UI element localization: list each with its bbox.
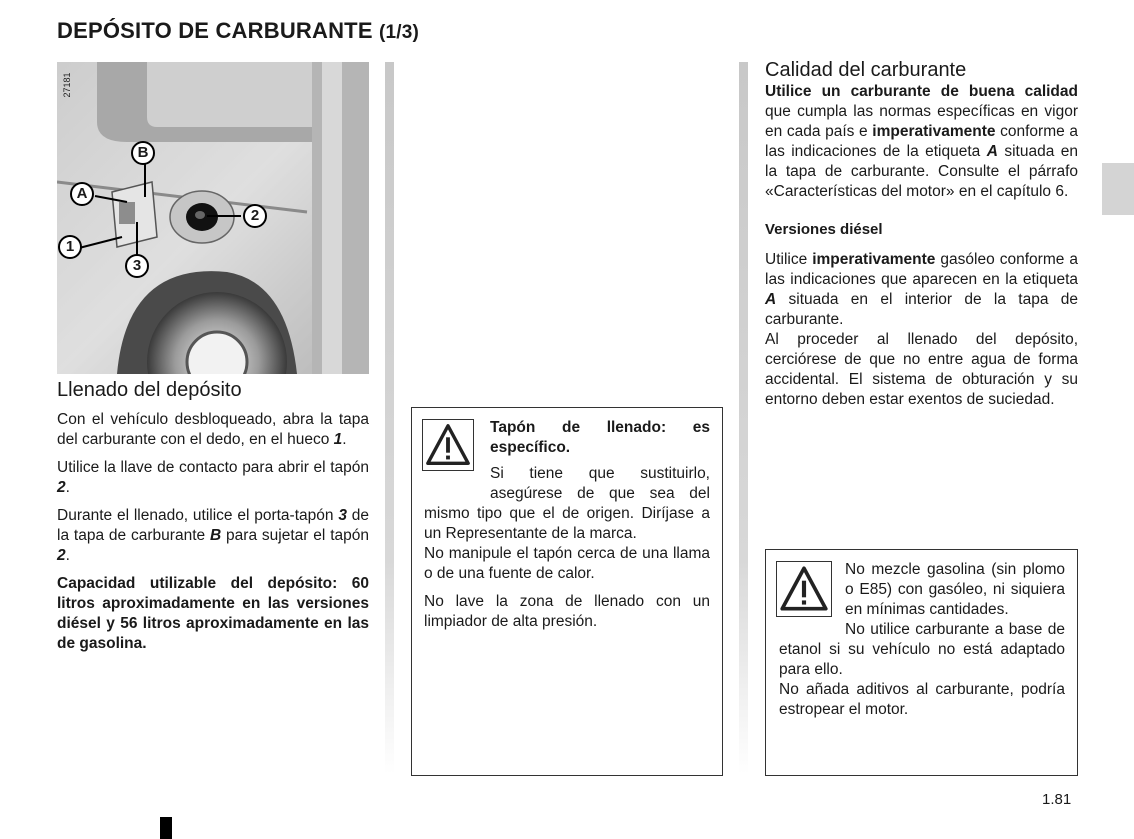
- ref-2: 2: [57, 479, 66, 496]
- callout-label-b: B: [137, 144, 149, 161]
- page-title-part: (1/3): [379, 22, 420, 43]
- warning-right-text: [779, 560, 1065, 728]
- fuel-filler-illustration: [57, 62, 369, 374]
- warning-box-fuel-mix: [765, 549, 1078, 776]
- bold-text: imperativamente: [812, 251, 936, 268]
- icon-spacer: [779, 560, 845, 638]
- warning-paragraph-replace: Si tiene que sustituirlo, asegúrese de que sea del mismo tipo que el de origen. Diríjase a un Representante de la marca.: [424, 465, 710, 542]
- warning-paragraph-wash: No lave la zona de llenado con un limpiador de alta presión.: [424, 593, 710, 630]
- warning-paragraph-ethanol: No utilice carburante a base de etanol si su vehículo no está adaptado para ello.: [779, 621, 1065, 678]
- subheading-diesel: Versiones diésel: [765, 221, 883, 238]
- warning-box-filler-cap: [411, 407, 723, 776]
- callout-label-3: 3: [132, 257, 142, 274]
- paragraph-diesel: [765, 250, 1078, 330]
- bold-text: imperativamente: [872, 123, 996, 140]
- column-divider-right: [739, 62, 748, 774]
- paragraph-tank-capacity: Capacidad utilizable del depósito: 60 litros aproximadamente en las versiones diésel y 56 litros aproximadamente en las de gasolina.: [57, 575, 369, 652]
- page-title: [57, 18, 419, 44]
- text: gasóleo conforme a las indicaciones que aparecen en la etiqueta: [765, 251, 1078, 288]
- text: .: [342, 431, 347, 448]
- right-column: [765, 59, 1078, 418]
- text: situada en la tapa de carburante. Consulte el párrafo «Características del motor» en el capítulo 6.: [765, 143, 1078, 200]
- callout-label-a: A: [76, 185, 88, 202]
- print-mark: [160, 817, 172, 839]
- warning-middle-text: [424, 418, 710, 640]
- callout-label-1: 1: [65, 238, 75, 255]
- ref-1: 1: [333, 431, 343, 448]
- text: Utilice: [765, 251, 813, 268]
- left-body: [57, 410, 369, 654]
- column-divider-left: [385, 62, 394, 774]
- section-heading-fuel-quality: Calidad del carburante: [765, 59, 967, 81]
- ref-a: A: [765, 291, 777, 308]
- text: Con el vehículo desbloqueado, abra la tapa del carburante con el dedo, en el hueco: [57, 411, 369, 448]
- paragraph-water: Al proceder al llenado del depósito, cerciórese de que no entre agua de forma accidental. El sistema de obturación y su entorno deben estar exentos de suciedad.: [765, 331, 1078, 408]
- text: .: [65, 547, 70, 564]
- ref-a: A: [986, 143, 998, 160]
- page-title-text: DEPÓSITO DE CARBURANTE: [57, 18, 379, 43]
- figure-code: [57, 68, 77, 110]
- text: Utilice la llave de contacto para abrir el tapón: [57, 459, 369, 476]
- text: conforme a las indicaciones de la etiqueta: [765, 123, 1078, 160]
- fuel-filler-drawing: [57, 62, 369, 374]
- callout-label-2: 2: [250, 207, 260, 224]
- figure-code-text: 27181: [62, 72, 72, 98]
- icon-spacer: [424, 418, 490, 502]
- text: situada en el interior de la tapa de carburante.: [765, 291, 1078, 328]
- warning-paragraph-additives: No añada aditivos al carburante, podría estropear el motor.: [779, 681, 1065, 718]
- text: de la tapa de carburante: [57, 507, 369, 544]
- ref-3: 3: [338, 507, 347, 524]
- warning-paragraph-mix: No mezcle gasolina (sin plomo o E85) con gasóleo, ni siquiera en mínimas cantidades.: [845, 561, 1065, 618]
- text: que cumpla las normas específicas en vigor en cada país e: [765, 103, 1078, 140]
- right-body: [765, 82, 1078, 410]
- paragraph-cap-holder: [57, 506, 369, 566]
- paragraph-open-cap: [57, 458, 369, 498]
- text: para sujetar el tapón: [221, 527, 369, 544]
- chapter-tab: [1102, 163, 1134, 215]
- text: Durante el llenado, utilice el porta-tapón: [57, 507, 339, 524]
- page-number: 1.81: [1042, 791, 1072, 808]
- paragraph-fuel-quality: [765, 82, 1078, 202]
- bold-text: Utilice un carburante de buena calidad: [765, 83, 1078, 100]
- section-heading-filling: Llenado del depósito: [57, 379, 242, 401]
- left-column: [57, 379, 369, 662]
- ref-2: 2: [57, 547, 66, 564]
- warning-title: Tapón de llenado: es específico.: [490, 419, 710, 456]
- ref-b: B: [209, 527, 222, 544]
- warning-paragraph-flame: No manipule el tapón cerca de una llama o de una fuente de calor.: [424, 545, 710, 582]
- paragraph-open-door: [57, 410, 369, 450]
- text: .: [65, 479, 70, 496]
